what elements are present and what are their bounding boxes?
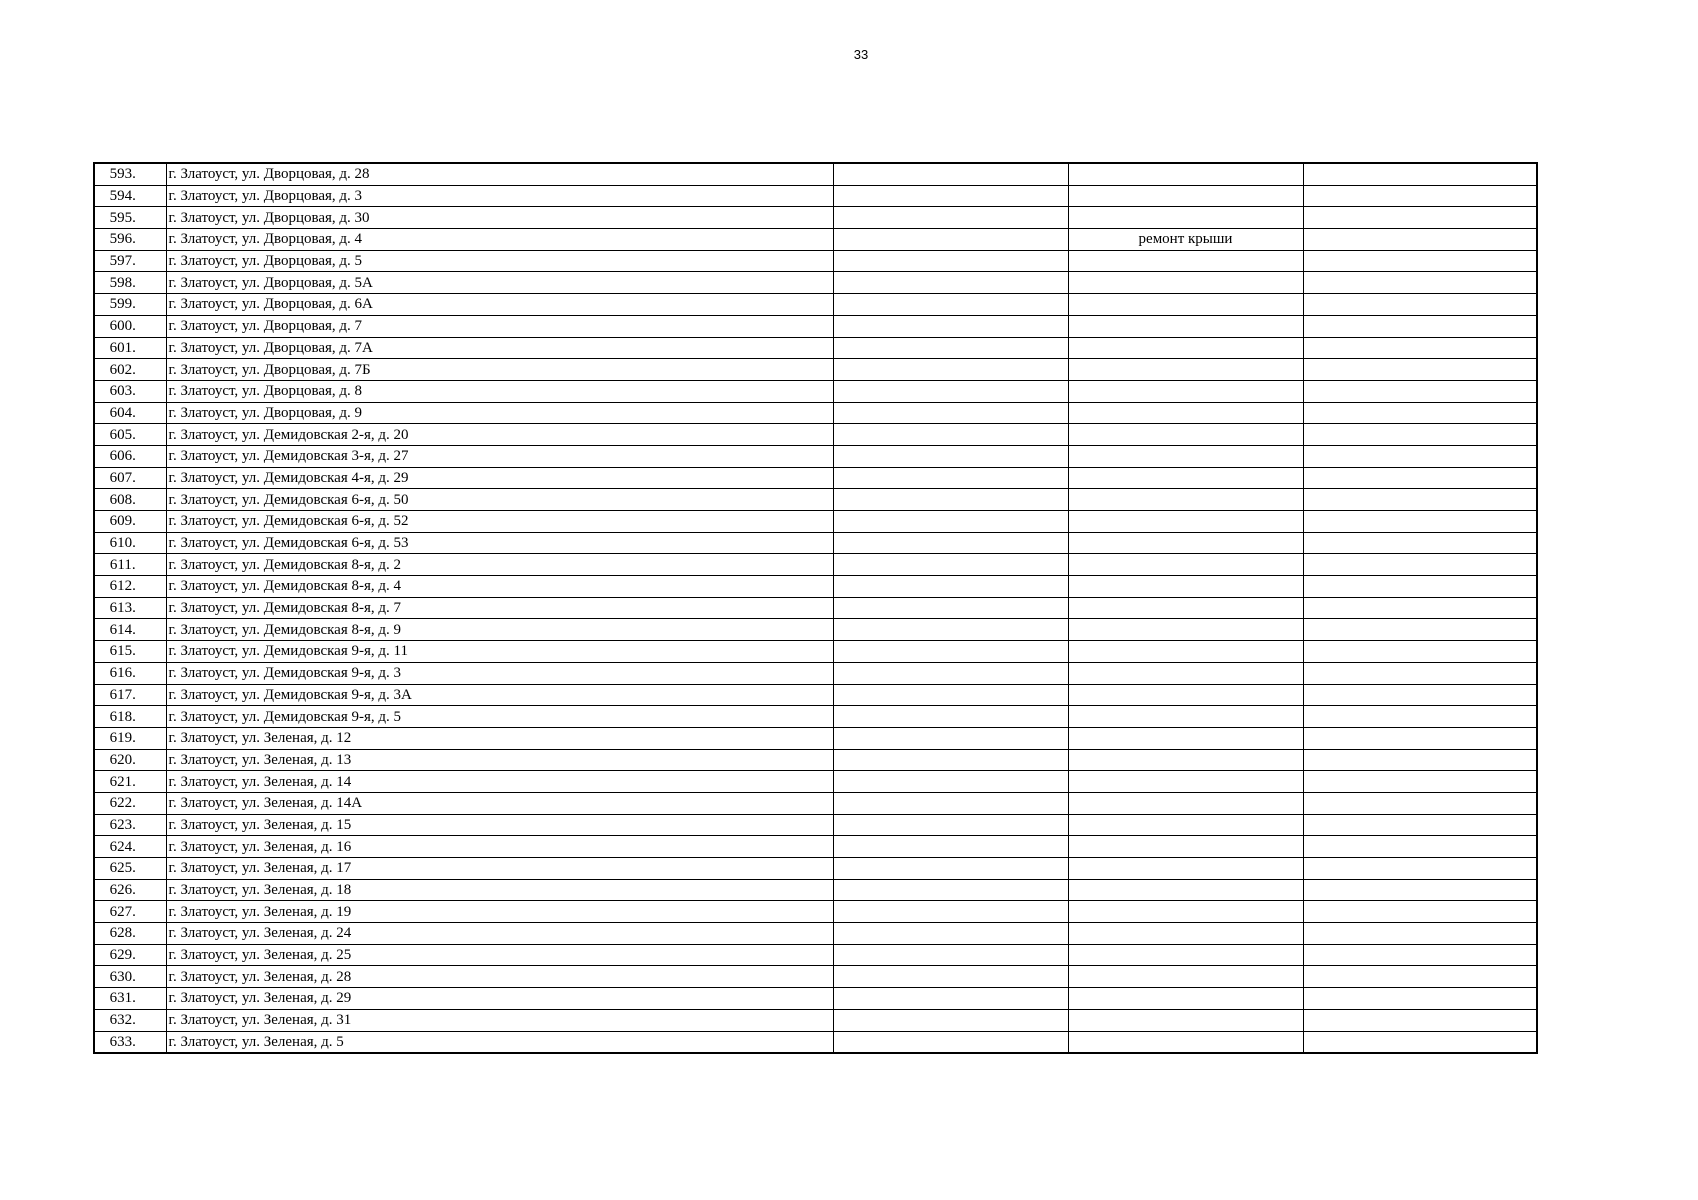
column-5-cell xyxy=(1303,207,1537,229)
work-type-cell xyxy=(1068,792,1303,814)
work-type-cell xyxy=(1068,597,1303,619)
column-3-cell xyxy=(833,944,1068,966)
column-5-cell xyxy=(1303,597,1537,619)
work-type-cell xyxy=(1068,250,1303,272)
column-5-cell xyxy=(1303,858,1537,880)
work-type-cell xyxy=(1068,294,1303,316)
column-3-cell xyxy=(833,576,1068,598)
work-type-cell xyxy=(1068,706,1303,728)
column-3-cell xyxy=(833,380,1068,402)
work-type-cell xyxy=(1068,879,1303,901)
work-type-cell: ремонт крыши xyxy=(1068,229,1303,251)
address-cell: г. Златоуст, ул. Зеленая, д. 12 xyxy=(166,727,833,749)
column-3-cell xyxy=(833,424,1068,446)
column-3-cell xyxy=(833,727,1068,749)
row-number-cell: 620. xyxy=(94,749,166,771)
row-number-cell: 604. xyxy=(94,402,166,424)
row-number-cell: 606. xyxy=(94,445,166,467)
table-row xyxy=(94,944,1537,966)
column-5-cell xyxy=(1303,337,1537,359)
address-cell: г. Златоуст, ул. Зеленая, д. 13 xyxy=(166,749,833,771)
work-type-cell xyxy=(1068,923,1303,945)
row-number-cell: 625. xyxy=(94,858,166,880)
table-row xyxy=(94,229,1537,251)
column-5-cell xyxy=(1303,879,1537,901)
work-type-cell xyxy=(1068,511,1303,533)
column-3-cell xyxy=(833,749,1068,771)
address-cell: г. Златоуст, ул. Демидовская 6-я, д. 52 xyxy=(166,511,833,533)
address-cell: г. Златоуст, ул. Демидовская 2-я, д. 20 xyxy=(166,424,833,446)
table-row xyxy=(94,814,1537,836)
column-3-cell xyxy=(833,619,1068,641)
table-row xyxy=(94,315,1537,337)
row-number-cell: 597. xyxy=(94,250,166,272)
column-5-cell xyxy=(1303,380,1537,402)
row-number-cell: 622. xyxy=(94,792,166,814)
table-row xyxy=(94,250,1537,272)
work-type-cell xyxy=(1068,662,1303,684)
row-number-cell: 596. xyxy=(94,229,166,251)
row-number-cell: 618. xyxy=(94,706,166,728)
table-row xyxy=(94,511,1537,533)
column-5-cell xyxy=(1303,619,1537,641)
column-5-cell xyxy=(1303,1009,1537,1031)
column-5-cell xyxy=(1303,944,1537,966)
work-type-cell xyxy=(1068,402,1303,424)
table-row xyxy=(94,619,1537,641)
column-5-cell xyxy=(1303,229,1537,251)
table-row xyxy=(94,359,1537,381)
column-3-cell xyxy=(833,684,1068,706)
column-3-cell xyxy=(833,814,1068,836)
page-number: 33 xyxy=(853,47,869,62)
address-cell: г. Златоуст, ул. Зеленая, д. 29 xyxy=(166,988,833,1010)
address-cell: г. Златоуст, ул. Дворцовая, д. 8 xyxy=(166,380,833,402)
row-number-cell: 611. xyxy=(94,554,166,576)
column-3-cell xyxy=(833,706,1068,728)
column-5-cell xyxy=(1303,684,1537,706)
address-cell: г. Златоуст, ул. Дворцовая, д. 7А xyxy=(166,337,833,359)
row-number-cell: 623. xyxy=(94,814,166,836)
column-3-cell xyxy=(833,532,1068,554)
column-5-cell xyxy=(1303,554,1537,576)
address-cell: г. Златоуст, ул. Демидовская 9-я, д. 3 xyxy=(166,662,833,684)
address-cell: г. Златоуст, ул. Демидовская 3-я, д. 27 xyxy=(166,445,833,467)
row-number-cell: 598. xyxy=(94,272,166,294)
column-5-cell xyxy=(1303,1031,1537,1053)
row-number-cell: 608. xyxy=(94,489,166,511)
table-body xyxy=(94,163,1537,1053)
column-5-cell xyxy=(1303,467,1537,489)
row-number-cell: 594. xyxy=(94,185,166,207)
address-cell: г. Златоуст, ул. Демидовская 9-я, д. 3А xyxy=(166,684,833,706)
address-cell: г. Златоуст, ул. Демидовская 8-я, д. 4 xyxy=(166,576,833,598)
work-type-cell xyxy=(1068,337,1303,359)
address-cell: г. Златоуст, ул. Зеленая, д. 5 xyxy=(166,1031,833,1053)
address-cell: г. Златоуст, ул. Зеленая, д. 14 xyxy=(166,771,833,793)
row-number-cell: 603. xyxy=(94,380,166,402)
work-type-cell xyxy=(1068,1009,1303,1031)
work-type-cell xyxy=(1068,532,1303,554)
work-type-cell xyxy=(1068,966,1303,988)
table-row xyxy=(94,185,1537,207)
work-type-cell xyxy=(1068,315,1303,337)
column-3-cell xyxy=(833,445,1068,467)
column-5-cell xyxy=(1303,792,1537,814)
column-3-cell xyxy=(833,901,1068,923)
column-5-cell xyxy=(1303,359,1537,381)
column-3-cell xyxy=(833,1031,1068,1053)
table-row xyxy=(94,836,1537,858)
table-row xyxy=(94,532,1537,554)
address-cell: г. Златоуст, ул. Зеленая, д. 18 xyxy=(166,879,833,901)
table-row xyxy=(94,424,1537,446)
column-5-cell xyxy=(1303,250,1537,272)
column-3-cell xyxy=(833,250,1068,272)
work-type-cell xyxy=(1068,424,1303,446)
work-type-cell xyxy=(1068,814,1303,836)
column-3-cell xyxy=(833,988,1068,1010)
column-3-cell xyxy=(833,337,1068,359)
table-row xyxy=(94,576,1537,598)
row-number-cell: 605. xyxy=(94,424,166,446)
work-type-cell xyxy=(1068,163,1303,185)
work-type-cell xyxy=(1068,185,1303,207)
table-row xyxy=(94,792,1537,814)
column-5-cell xyxy=(1303,532,1537,554)
row-number-cell: 621. xyxy=(94,771,166,793)
address-cell: г. Златоуст, ул. Демидовская 6-я, д. 53 xyxy=(166,532,833,554)
address-cell: г. Златоуст, ул. Зеленая, д. 15 xyxy=(166,814,833,836)
row-number-cell: 609. xyxy=(94,511,166,533)
work-type-cell xyxy=(1068,380,1303,402)
column-3-cell xyxy=(833,554,1068,576)
work-type-cell xyxy=(1068,641,1303,663)
column-5-cell xyxy=(1303,901,1537,923)
address-cell: г. Златоуст, ул. Дворцовая, д. 7 xyxy=(166,315,833,337)
column-5-cell xyxy=(1303,576,1537,598)
address-cell: г. Златоуст, ул. Дворцовая, д. 30 xyxy=(166,207,833,229)
table-row xyxy=(94,858,1537,880)
row-number-cell: 613. xyxy=(94,597,166,619)
table-row xyxy=(94,706,1537,728)
table-row xyxy=(94,380,1537,402)
column-5-cell xyxy=(1303,163,1537,185)
table-row xyxy=(94,966,1537,988)
address-cell: г. Златоуст, ул. Демидовская 8-я, д. 2 xyxy=(166,554,833,576)
column-5-cell xyxy=(1303,771,1537,793)
column-5-cell xyxy=(1303,641,1537,663)
work-type-cell xyxy=(1068,272,1303,294)
address-register-table xyxy=(93,162,1538,1054)
row-number-cell: 629. xyxy=(94,944,166,966)
row-number-cell: 595. xyxy=(94,207,166,229)
column-3-cell xyxy=(833,836,1068,858)
column-3-cell xyxy=(833,359,1068,381)
table-row xyxy=(94,879,1537,901)
column-3-cell xyxy=(833,879,1068,901)
row-number-cell: 626. xyxy=(94,879,166,901)
row-number-cell: 602. xyxy=(94,359,166,381)
work-type-cell xyxy=(1068,207,1303,229)
table-row xyxy=(94,337,1537,359)
address-cell: г. Златоуст, ул. Дворцовая, д. 5 xyxy=(166,250,833,272)
row-number-cell: 630. xyxy=(94,966,166,988)
column-5-cell xyxy=(1303,966,1537,988)
row-number-cell: 617. xyxy=(94,684,166,706)
table-row xyxy=(94,1009,1537,1031)
column-5-cell xyxy=(1303,988,1537,1010)
work-type-cell xyxy=(1068,727,1303,749)
table-row xyxy=(94,684,1537,706)
address-cell: г. Златоуст, ул. Демидовская 9-я, д. 5 xyxy=(166,706,833,728)
work-type-cell xyxy=(1068,554,1303,576)
column-5-cell xyxy=(1303,294,1537,316)
table-row xyxy=(94,467,1537,489)
table-row xyxy=(94,489,1537,511)
table-row xyxy=(94,597,1537,619)
column-5-cell xyxy=(1303,272,1537,294)
row-number-cell: 616. xyxy=(94,662,166,684)
row-number-cell: 615. xyxy=(94,641,166,663)
address-cell: г. Златоуст, ул. Зеленая, д. 24 xyxy=(166,923,833,945)
table-row xyxy=(94,272,1537,294)
column-5-cell xyxy=(1303,445,1537,467)
column-3-cell xyxy=(833,858,1068,880)
table-row xyxy=(94,1031,1537,1053)
address-cell: г. Златоуст, ул. Зеленая, д. 17 xyxy=(166,858,833,880)
address-cell: г. Златоуст, ул. Зеленая, д. 16 xyxy=(166,836,833,858)
table-row xyxy=(94,749,1537,771)
address-cell: г. Златоуст, ул. Демидовская 8-я, д. 9 xyxy=(166,619,833,641)
address-cell: г. Златоуст, ул. Зеленая, д. 28 xyxy=(166,966,833,988)
column-3-cell xyxy=(833,207,1068,229)
table-row xyxy=(94,901,1537,923)
column-3-cell xyxy=(833,467,1068,489)
column-3-cell xyxy=(833,229,1068,251)
table-row xyxy=(94,445,1537,467)
table-row xyxy=(94,923,1537,945)
column-3-cell xyxy=(833,489,1068,511)
row-number-cell: 632. xyxy=(94,1009,166,1031)
row-number-cell: 628. xyxy=(94,923,166,945)
table-row xyxy=(94,988,1537,1010)
column-5-cell xyxy=(1303,836,1537,858)
table-row xyxy=(94,662,1537,684)
work-type-cell xyxy=(1068,749,1303,771)
column-3-cell xyxy=(833,185,1068,207)
work-type-cell xyxy=(1068,684,1303,706)
row-number-cell: 624. xyxy=(94,836,166,858)
column-3-cell xyxy=(833,1009,1068,1031)
row-number-cell: 610. xyxy=(94,532,166,554)
column-3-cell xyxy=(833,272,1068,294)
row-number-cell: 612. xyxy=(94,576,166,598)
work-type-cell xyxy=(1068,988,1303,1010)
table-row xyxy=(94,554,1537,576)
address-cell: г. Златоуст, ул. Демидовская 4-я, д. 29 xyxy=(166,467,833,489)
column-3-cell xyxy=(833,641,1068,663)
column-5-cell xyxy=(1303,814,1537,836)
column-3-cell xyxy=(833,662,1068,684)
work-type-cell xyxy=(1068,489,1303,511)
table-row xyxy=(94,207,1537,229)
table-row xyxy=(94,641,1537,663)
column-5-cell xyxy=(1303,424,1537,446)
column-3-cell xyxy=(833,923,1068,945)
address-cell: г. Златоуст, ул. Зеленая, д. 25 xyxy=(166,944,833,966)
row-number-cell: 633. xyxy=(94,1031,166,1053)
table-row xyxy=(94,727,1537,749)
column-5-cell xyxy=(1303,402,1537,424)
row-number-cell: 593. xyxy=(94,163,166,185)
table-row xyxy=(94,294,1537,316)
column-3-cell xyxy=(833,966,1068,988)
column-5-cell xyxy=(1303,749,1537,771)
work-type-cell xyxy=(1068,901,1303,923)
work-type-cell xyxy=(1068,944,1303,966)
column-5-cell xyxy=(1303,727,1537,749)
row-number-cell: 607. xyxy=(94,467,166,489)
address-cell: г. Златоуст, ул. Дворцовая, д. 28 xyxy=(166,163,833,185)
column-3-cell xyxy=(833,163,1068,185)
row-number-cell: 627. xyxy=(94,901,166,923)
column-3-cell xyxy=(833,315,1068,337)
column-5-cell xyxy=(1303,923,1537,945)
address-cell: г. Златоуст, ул. Демидовская 6-я, д. 50 xyxy=(166,489,833,511)
address-cell: г. Златоуст, ул. Зеленая, д. 31 xyxy=(166,1009,833,1031)
row-number-cell: 619. xyxy=(94,727,166,749)
column-3-cell xyxy=(833,597,1068,619)
column-3-cell xyxy=(833,294,1068,316)
column-5-cell xyxy=(1303,511,1537,533)
work-type-cell xyxy=(1068,836,1303,858)
address-cell: г. Златоуст, ул. Дворцовая, д. 3 xyxy=(166,185,833,207)
work-type-cell xyxy=(1068,467,1303,489)
row-number-cell: 614. xyxy=(94,619,166,641)
address-cell: г. Златоуст, ул. Дворцовая, д. 9 xyxy=(166,402,833,424)
address-cell: г. Златоуст, ул. Дворцовая, д. 7Б xyxy=(166,359,833,381)
work-type-cell xyxy=(1068,576,1303,598)
work-type-cell xyxy=(1068,858,1303,880)
column-3-cell xyxy=(833,402,1068,424)
row-number-cell: 601. xyxy=(94,337,166,359)
table-row xyxy=(94,771,1537,793)
address-cell: г. Златоуст, ул. Демидовская 8-я, д. 7 xyxy=(166,597,833,619)
row-number-cell: 599. xyxy=(94,294,166,316)
column-3-cell xyxy=(833,511,1068,533)
work-type-cell xyxy=(1068,445,1303,467)
address-cell: г. Златоуст, ул. Зеленая, д. 19 xyxy=(166,901,833,923)
address-cell: г. Златоуст, ул. Зеленая, д. 14А xyxy=(166,792,833,814)
column-5-cell xyxy=(1303,706,1537,728)
address-cell: г. Златоуст, ул. Дворцовая, д. 5А xyxy=(166,272,833,294)
column-5-cell xyxy=(1303,489,1537,511)
work-type-cell xyxy=(1068,1031,1303,1053)
column-3-cell xyxy=(833,771,1068,793)
column-5-cell xyxy=(1303,315,1537,337)
work-type-cell xyxy=(1068,359,1303,381)
work-type-cell xyxy=(1068,619,1303,641)
work-type-cell xyxy=(1068,771,1303,793)
address-cell: г. Златоуст, ул. Демидовская 9-я, д. 11 xyxy=(166,641,833,663)
column-3-cell xyxy=(833,792,1068,814)
address-cell: г. Златоуст, ул. Дворцовая, д. 6А xyxy=(166,294,833,316)
column-5-cell xyxy=(1303,185,1537,207)
table-row xyxy=(94,402,1537,424)
address-cell: г. Златоуст, ул. Дворцовая, д. 4 xyxy=(166,229,833,251)
column-5-cell xyxy=(1303,662,1537,684)
table-row xyxy=(94,163,1537,185)
row-number-cell: 631. xyxy=(94,988,166,1010)
row-number-cell: 600. xyxy=(94,315,166,337)
